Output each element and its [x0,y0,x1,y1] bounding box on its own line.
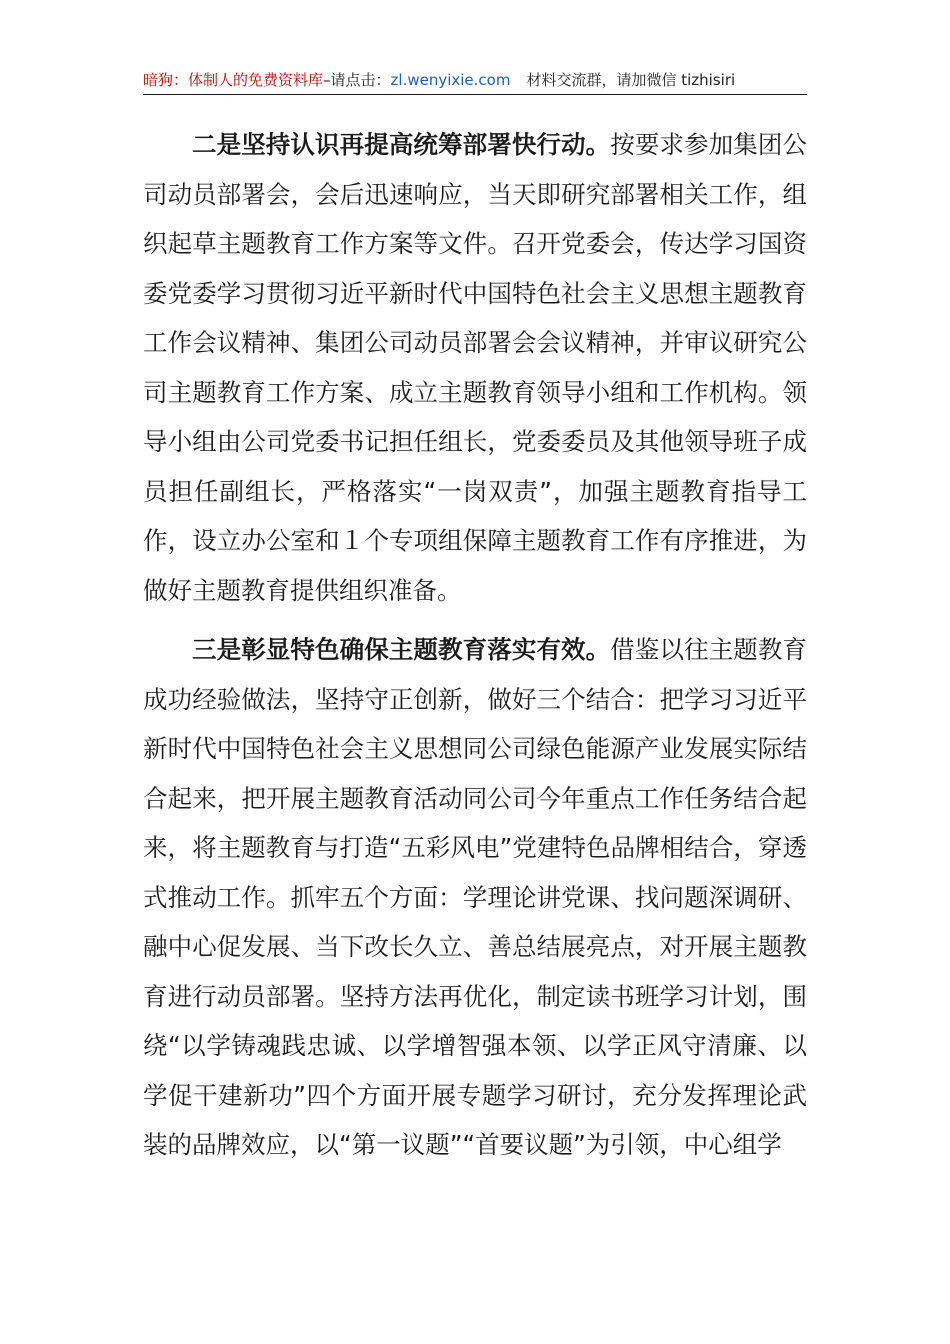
paragraph-3 [143,625,807,1170]
header-click-prompt: –请点击： [323,71,391,89]
header-link[interactable]: zl.wenyixie.com [390,71,511,89]
paragraph-2-text: 按要求参加集团公司动员部署会，会后迅速响应，当天即研究部署相关工作，组织起草主题教育工作方案等文件。召开党委会，传达学习国资委党委学习贯彻习近平新时代中国特色社会主义思想主题教育工作会议精神、集团公司动员部署会会议精神，并审议研究公司主题教育工作方案、成立主题教育领导小组和工作机构。领导小组由公司党委书记担任组长，党委委员及其他领导班子成员担任副组长，严格落实“一岗双责”，加强主题教育指导工作，设立办公室和１个专项组保障主题教育工作有序推进，为做好主题教育提供组织准备。 [143,130,808,605]
header-brand: 暗狗：体制人的免费资料库 [143,71,324,89]
paragraph-3-lead: 三是彰显特色确保主题教育落实有效。 [192,635,611,664]
document-body [143,120,807,1170]
paragraph-2-lead: 二是坚持认识再提高统筹部署快行动。 [192,130,611,159]
header-contact: 材料交流群，请加微信 tizhisiri [526,71,736,89]
paragraph-3-text: 借鉴以往主题教育成功经验做法，坚持守正创新，做好三个结合：把学习习近平新时代中国特色社会主义思想同公司绿色能源产业发展实际结合起来，把开展主题教育活动同公司今年重点工作任务结合起来，将主题教育与打造“五彩风电”党建特色品牌相结合，穿透式推动工作。抓牢五个方面：学理论讲党课、找问题深调研、融中心促发展、当下改长久立、善总结展亮点，对开展主题教育进行动员部署。坚持方法再优化，制定读书班学习计划，围绕“以学铸魂践忠诚、以学增智强本领、以学正风守清廉、以学促干建新功”四个方面开展专题学习研讨，充分发挥理论武装的品牌效应，以“第一议题”“首要议题”为引领，中心组学 [143,635,808,1159]
page-header [143,68,807,95]
paragraph-2 [143,120,807,615]
